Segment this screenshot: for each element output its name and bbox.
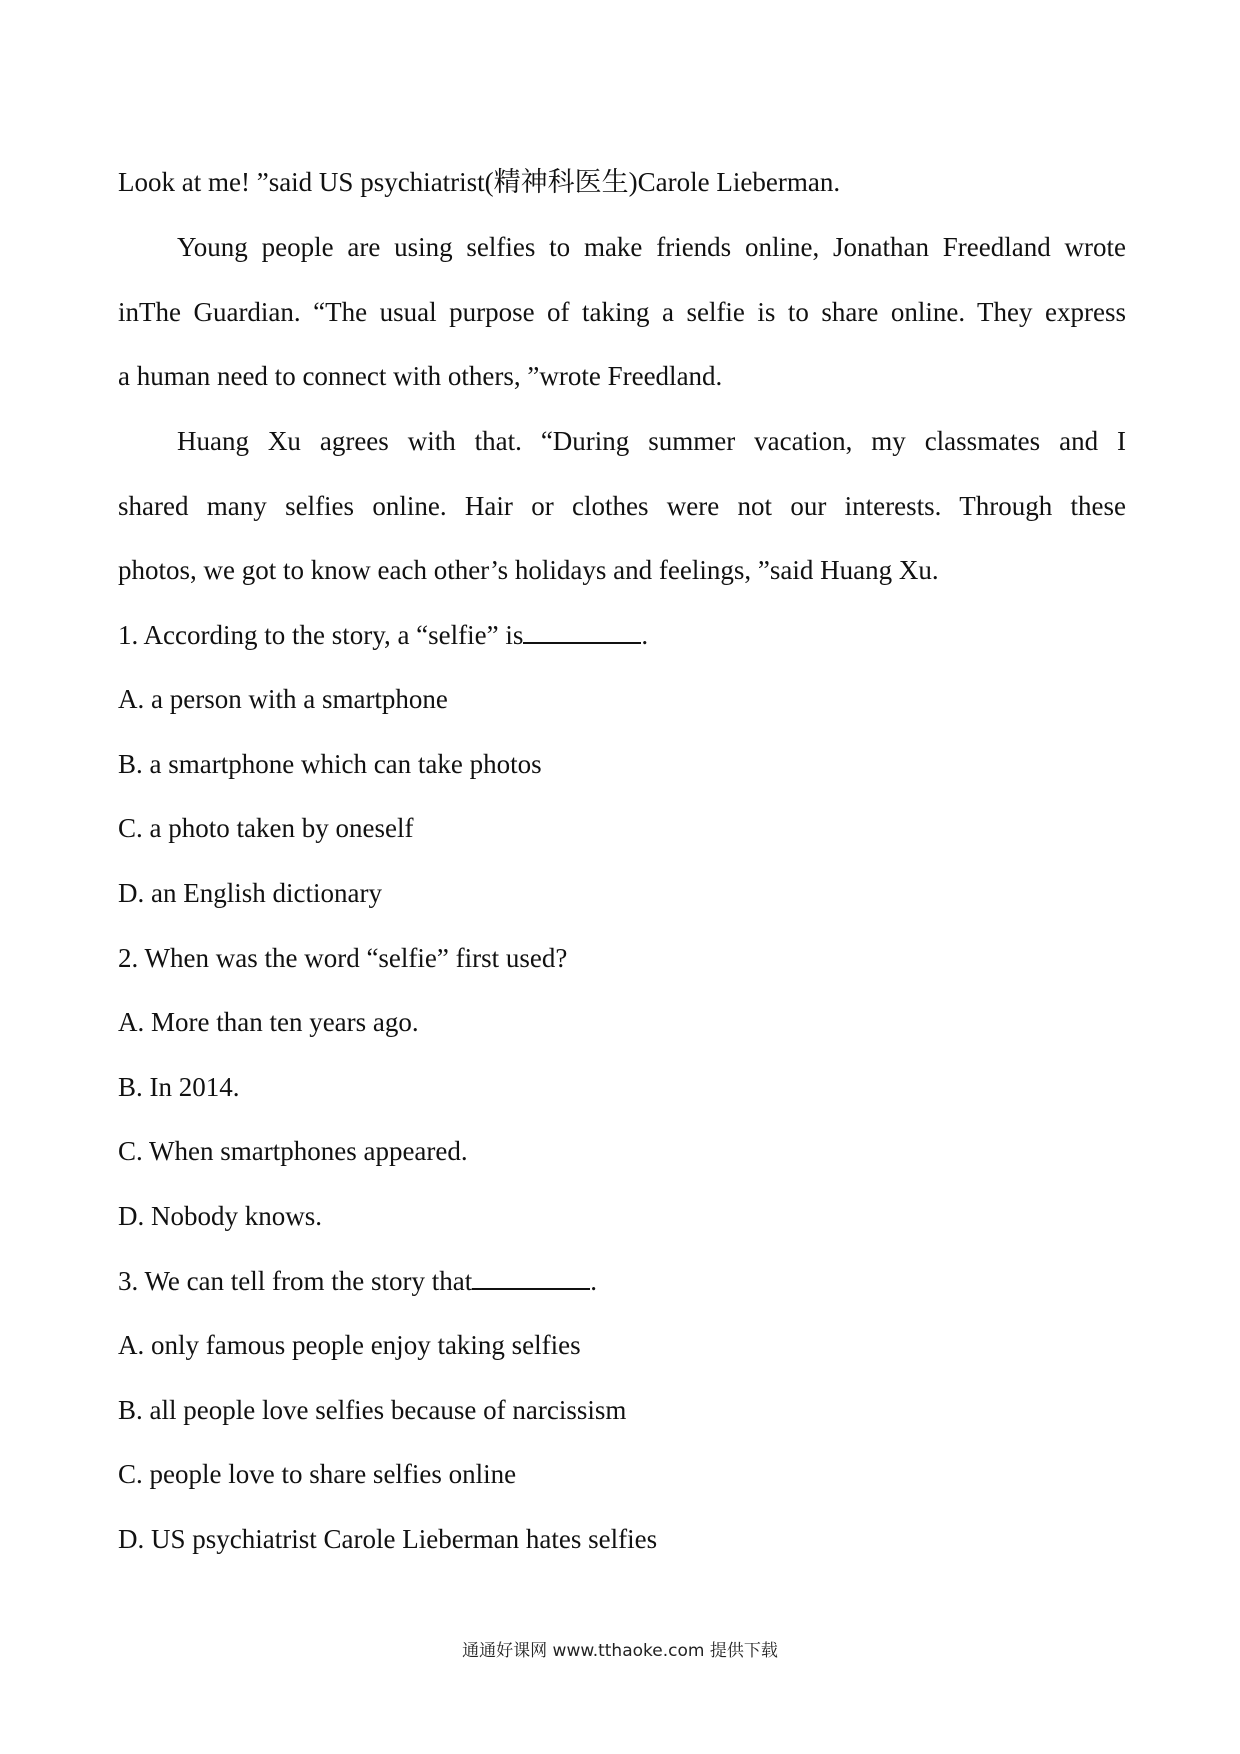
- page-footer: 通通好课网 www.tthaoke.com 提供下载: [462, 1641, 778, 1661]
- answer-option: B. all people love selfies because of narcissism: [118, 1395, 627, 1425]
- answer-option: A. a person with a smartphone: [118, 684, 448, 714]
- answer-blank: [472, 1264, 590, 1290]
- question-text: 3. We can tell from the story that: [118, 1266, 473, 1296]
- answer-option: D. Nobody knows.: [118, 1201, 323, 1231]
- passage-line: photos, we got to know each other’s holidays and feelings, ”said Huang Xu.: [118, 555, 939, 585]
- answer-option: A. only famous people enjoy taking selfies: [118, 1330, 581, 1360]
- answer-option: D. US psychiatrist Carole Lieberman hates selfies: [118, 1524, 658, 1554]
- passage-line: Young people are using selfies to make friends online, Jonathan Freedland wrote: [177, 232, 1126, 262]
- answer-option: A. More than ten years ago.: [118, 1007, 419, 1037]
- question-end: .: [641, 620, 649, 650]
- passage-line: Huang Xu agrees with that. “During summer vacation, my classmates and I: [177, 426, 1126, 456]
- answer-option: B. a smartphone which can take photos: [118, 749, 542, 779]
- passage-line: a human need to connect with others, ”wrote Freedland.: [118, 361, 723, 391]
- question-end: .: [590, 1266, 597, 1296]
- answer-option: C. a photo taken by oneself: [118, 813, 414, 843]
- question-text: 1. According to the story, a “selfie” is: [118, 620, 524, 650]
- passage-line: Look at me! ”said US psychiatrist(精神科医生)Carole Lieberman.: [118, 167, 841, 197]
- passage-line: shared many selfies online. Hair or clothes were not our interests. Through these: [118, 491, 1126, 521]
- answer-option: C. When smartphones appeared.: [118, 1136, 468, 1166]
- question-stem: [118, 618, 648, 652]
- answer-option: D. an English dictionary: [118, 878, 382, 908]
- question-text: 2. When was the word “selfie” first used?: [118, 943, 568, 973]
- question-stem: [118, 1264, 597, 1298]
- passage-line: inThe Guardian. “The usual purpose of taking a selfie is to share online. They express: [118, 297, 1126, 327]
- answer-option: B. In 2014.: [118, 1072, 240, 1102]
- answer-option: C. people love to share selfies online: [118, 1459, 517, 1489]
- question-stem: [118, 941, 567, 975]
- answer-blank: [523, 618, 641, 644]
